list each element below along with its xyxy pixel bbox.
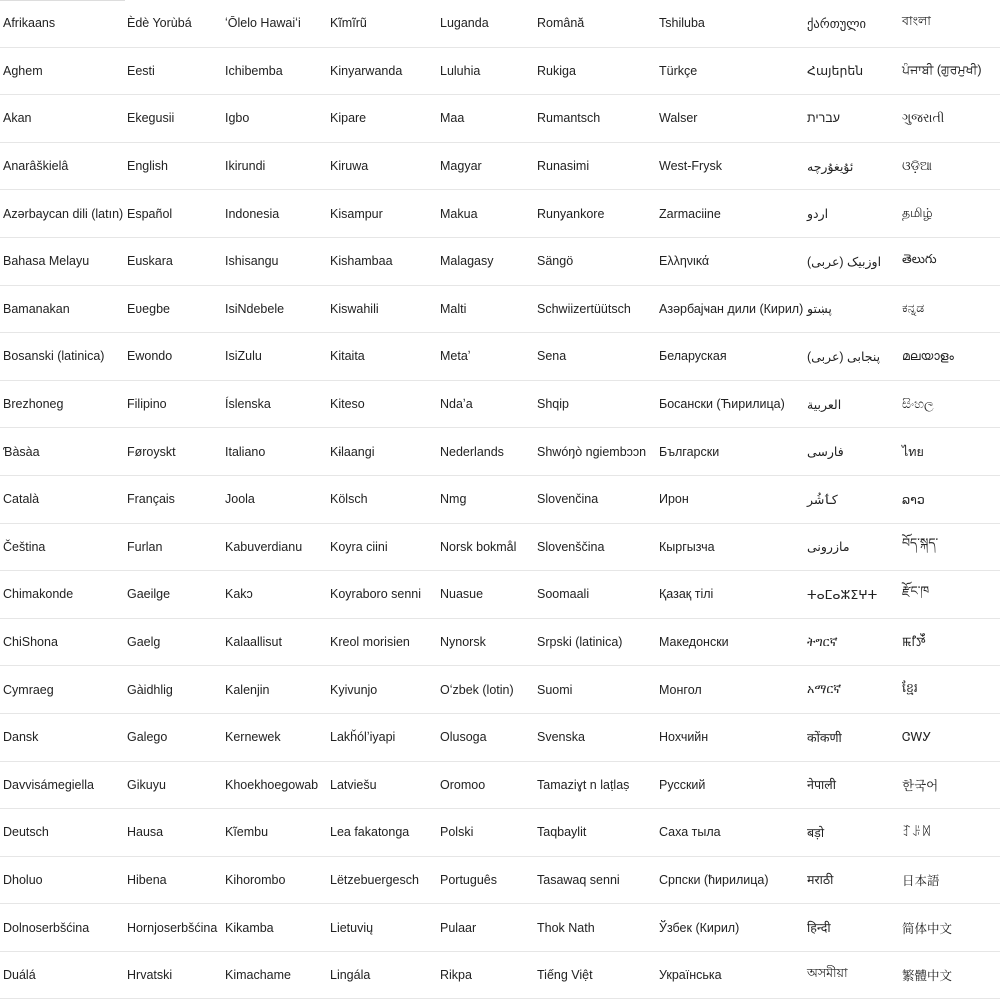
language-item[interactable]: Kakɔ [222,571,327,619]
language-item[interactable]: Kinyarwanda [327,48,437,96]
language-item[interactable]: Kishambaa [327,238,437,286]
language-item[interactable]: Oromoo [437,762,534,810]
language-item[interactable]: Français [124,476,222,524]
language-item[interactable]: Kernewek [222,714,327,762]
language-item[interactable]: Lëtzebuergesch [327,857,437,905]
language-column [327,0,437,1000]
language-item[interactable]: Kiswahili [327,286,437,334]
language-item[interactable]: Ελληνικά [656,238,804,286]
language-item[interactable]: Ўзбек (Кирил) [656,904,804,952]
language-item[interactable]: Furlan [124,524,222,572]
language-item[interactable]: ಕನ್ನಡ [899,286,1000,334]
language-item[interactable]: Hornjoserbšćina [124,904,222,952]
language-item[interactable]: Azərbaycan dili (latın) [0,190,124,238]
language-item[interactable]: Türkçe [656,48,804,96]
language-item[interactable]: Kalenjin [222,666,327,714]
language-item[interactable]: ລາວ [899,476,1000,524]
language-item[interactable]: Soomaali [534,571,656,619]
language-item[interactable]: Ирон [656,476,804,524]
language-item[interactable]: बड़ो [804,809,899,857]
language-item[interactable]: Srpski (latinica) [534,619,656,667]
top-divider [0,0,125,1]
language-item[interactable]: Монгол [656,666,804,714]
language-item[interactable]: ChiShona [0,619,124,667]
language-item[interactable]: कोंकणी [804,714,899,762]
language-item[interactable]: ꯃꯤꯇꯩ [899,619,1000,667]
language-item[interactable]: Igbo [222,95,327,143]
language-item[interactable]: Galego [124,714,222,762]
language-item[interactable]: Ishisangu [222,238,327,286]
language-item[interactable]: ગુજરાતી [899,95,1000,143]
language-item[interactable]: Kĩmĩrũ [327,0,437,48]
language-item[interactable]: Kiruwa [327,143,437,191]
language-item[interactable]: Tshiluba [656,0,804,48]
language-item[interactable]: Íslenska [222,381,327,429]
language-item[interactable]: Bamanakan [0,286,124,334]
language-item[interactable]: བོད་སྐད་ [899,524,1000,572]
language-item[interactable]: Hibena [124,857,222,905]
language-item[interactable]: Български [656,428,804,476]
language-item[interactable]: Runasimi [534,143,656,191]
language-item[interactable]: Nuasue [437,571,534,619]
language-item[interactable]: Èdè Yorùbá [124,0,222,48]
language-item[interactable]: Kimachame [222,952,327,1000]
language-item[interactable]: English [124,143,222,191]
language-item[interactable]: සිංහල [899,381,1000,429]
language-item[interactable]: Kalaallisut [222,619,327,667]
language-column [656,0,804,1000]
language-item[interactable]: کٲشُر [804,476,899,524]
language-item[interactable]: Nmg [437,476,534,524]
language-item[interactable]: Makua [437,190,534,238]
language-item[interactable]: Kabuverdianu [222,524,327,572]
language-item[interactable]: Dansk [0,714,124,762]
language-item[interactable]: Metaʼ [437,333,534,381]
language-item[interactable]: Kiteso [327,381,437,429]
language-item[interactable]: 繁體中文 [899,952,1000,1000]
language-item[interactable]: مازرونی [804,524,899,572]
language-item[interactable]: Саха тыла [656,809,804,857]
language-item[interactable]: ʻŌlelo Hawaiʻi [222,0,327,48]
language-item[interactable]: العربية [804,381,899,429]
language-item[interactable]: Rumantsch [534,95,656,143]
language-item[interactable]: தமிழ் [899,190,1000,238]
language-item[interactable]: नेपाली [804,762,899,810]
language-item[interactable]: རྫོང་ཁ [899,571,1000,619]
language-item[interactable]: Italiano [222,428,327,476]
language-item[interactable]: ไทย [899,428,1000,476]
language-item[interactable]: Aghem [0,48,124,96]
language-item[interactable]: ქართული [804,0,899,48]
language-column [804,0,899,1000]
language-item[interactable]: Afrikaans [0,0,124,48]
language-item[interactable]: Koyra ciini [327,524,437,572]
language-item[interactable]: Lakȟólʼiyapi [327,714,437,762]
language-column [0,0,124,1000]
language-item[interactable]: Walser [656,95,804,143]
language-item[interactable]: Gaelg [124,619,222,667]
language-item[interactable]: Español [124,190,222,238]
language-item[interactable]: Luluhia [437,48,534,96]
language-item[interactable]: Bosanski (latinica) [0,333,124,381]
language-item[interactable]: Pulaar [437,904,534,952]
language-item[interactable]: Cymraeg [0,666,124,714]
language-item[interactable]: Hausa [124,809,222,857]
language-column [124,0,222,1000]
language-item[interactable]: Ekegusii [124,95,222,143]
language-item[interactable]: Ewondo [124,333,222,381]
language-item[interactable]: Ɓàsàa [0,428,124,476]
language-item[interactable]: Kyivunjo [327,666,437,714]
language-item[interactable]: Duálá [0,952,124,1000]
language-item[interactable]: ଓଡ଼ିଆ [899,143,1000,191]
language-item[interactable]: Lietuvių [327,904,437,952]
language-item[interactable]: Latviešu [327,762,437,810]
language-item[interactable]: മലയാളം [899,333,1000,381]
language-item[interactable]: Thok Nath [534,904,656,952]
language-item[interactable]: Khoekhoegowab [222,762,327,810]
language-item[interactable]: Malagasy [437,238,534,286]
language-item[interactable]: ꆈꌠꉙ [899,809,1000,857]
language-item[interactable]: Eesti [124,48,222,96]
language-item[interactable]: Română [534,0,656,48]
language-item[interactable]: Tamaziɣt n laṭlaṣ [534,762,656,810]
language-item[interactable]: Lingála [327,952,437,1000]
language-item[interactable]: Sena [534,333,656,381]
language-item[interactable]: IsiNdebele [222,286,327,334]
language-item[interactable]: Kɨlaangi [327,428,437,476]
language-column [534,0,656,1000]
language-item[interactable]: Slovenščina [534,524,656,572]
language-item[interactable]: پنجابی (عربی) [804,333,899,381]
language-item[interactable]: Sängö [534,238,656,286]
language-item[interactable]: Нохчийн [656,714,804,762]
language-item[interactable]: Eʋegbe [124,286,222,334]
language-item[interactable]: Nederlands [437,428,534,476]
language-item[interactable]: Кыргызча [656,524,804,572]
language-item[interactable]: Filipino [124,381,222,429]
language-item[interactable]: Lea fakatonga [327,809,437,857]
language-item[interactable]: Akan [0,95,124,143]
language-item[interactable]: Deutsch [0,809,124,857]
language-item[interactable]: ᏣᎳᎩ [899,714,1000,762]
language-item[interactable]: עברית [804,95,899,143]
language-item[interactable]: Македонски [656,619,804,667]
language-item[interactable]: Davvisámegiella [0,762,124,810]
language-item[interactable]: Slovenčina [534,476,656,524]
language-item[interactable]: اردو [804,190,899,238]
language-item[interactable]: Oʻzbek (lotin) [437,666,534,714]
language-item[interactable]: Koyraboro senni [327,571,437,619]
language-item[interactable]: Brezhoneg [0,381,124,429]
language-item[interactable]: اوزبیک (عربی) [804,238,899,286]
language-item[interactable]: Kĩembu [222,809,327,857]
language-item[interactable]: IsiZulu [222,333,327,381]
language-item[interactable]: Српски (ћирилица) [656,857,804,905]
language-item[interactable]: ⵜⴰⵎⴰⵣⵉⵖⵜ [804,571,899,619]
language-item[interactable]: Kreol morisien [327,619,437,667]
language-item[interactable]: Magyar [437,143,534,191]
language-item[interactable]: Gaeilge [124,571,222,619]
language-column [899,0,1000,1000]
language-item[interactable]: Dolnoserbšćina [0,904,124,952]
language-item[interactable]: Азәрбајҹан дили (Кирил) [656,286,804,334]
language-item[interactable]: ਪੰਜਾਬੀ (ਗੁਰਮੁਖੀ) [899,48,1000,96]
language-item[interactable]: Kikamba [222,904,327,952]
language-item[interactable]: Chimakonde [0,571,124,619]
language-item[interactable]: Zarmaciine [656,190,804,238]
language-item[interactable]: Indonesia [222,190,327,238]
language-item[interactable]: Hrvatski [124,952,222,1000]
language-item[interactable]: Русский [656,762,804,810]
language-item[interactable]: Luganda [437,0,534,48]
language-item[interactable]: Gikuyu [124,762,222,810]
language-item[interactable]: Босански (Ћирилица) [656,381,804,429]
language-item[interactable]: Català [0,476,124,524]
language-item[interactable]: Norsk bokmål [437,524,534,572]
language-item[interactable]: ខ្មែរ [899,666,1000,714]
language-item[interactable]: Shqip [534,381,656,429]
language-item[interactable]: 한국어 [899,762,1000,810]
language-column [222,0,327,1000]
language-item[interactable]: Føroyskt [124,428,222,476]
language-item[interactable]: Հայերեն [804,48,899,96]
language-item[interactable]: Euskara [124,238,222,286]
language-item[interactable]: Tasawaq senni [534,857,656,905]
language-item[interactable]: Kisampur [327,190,437,238]
language-item[interactable]: ትግርኛ [804,619,899,667]
language-item[interactable]: Runyankore [534,190,656,238]
language-item[interactable]: Joola [222,476,327,524]
language-item[interactable]: Ndaʼa [437,381,534,429]
language-item[interactable]: অসমীয়া [804,952,899,1000]
language-item[interactable]: Беларуская [656,333,804,381]
language-item[interactable]: 日本語 [899,857,1000,905]
language-item[interactable]: Nynorsk [437,619,534,667]
language-item[interactable]: Polski [437,809,534,857]
language-item[interactable]: Kihorombo [222,857,327,905]
language-item[interactable]: मराठी [804,857,899,905]
language-item[interactable]: Ikirundi [222,143,327,191]
language-item[interactable]: Kipare [327,95,437,143]
language-item[interactable]: বাংলা [899,0,1000,48]
language-item[interactable]: ئۇيغۇرچە [804,143,899,191]
language-item[interactable]: Suomi [534,666,656,714]
language-item[interactable]: Қазақ тілі [656,571,804,619]
language-column [437,0,534,1000]
language-item[interactable]: Svenska [534,714,656,762]
language-item[interactable]: Malti [437,286,534,334]
language-item[interactable]: Dholuo [0,857,124,905]
language-item[interactable]: Čeština [0,524,124,572]
language-item[interactable]: Anarâškielâ [0,143,124,191]
language-item[interactable]: Українська [656,952,804,1000]
language-item[interactable]: West-Frysk [656,143,804,191]
language-item[interactable]: Português [437,857,534,905]
language-item[interactable]: አማርኛ [804,666,899,714]
language-item[interactable]: Gàidhlig [124,666,222,714]
language-item[interactable]: Maa [437,95,534,143]
language-item[interactable]: Bahasa Melayu [0,238,124,286]
language-item[interactable]: پښتو [804,286,899,334]
language-item[interactable]: हिन्दी [804,904,899,952]
language-item[interactable]: Olusoga [437,714,534,762]
language-item[interactable]: Schwiizertüütsch [534,286,656,334]
language-item[interactable]: Taqbaylit [534,809,656,857]
language-item[interactable]: Shwóŋò ngiembɔɔn [534,428,656,476]
language-item[interactable]: Rikpa [437,952,534,1000]
language-item[interactable]: Kölsch [327,476,437,524]
language-item[interactable]: Ichibemba [222,48,327,96]
language-item[interactable]: తెలుగు [899,238,1000,286]
language-item[interactable]: 简体中文 [899,904,1000,952]
language-item[interactable]: Tiếng Việt [534,952,656,1000]
language-item[interactable]: Kitaita [327,333,437,381]
language-item[interactable]: فارسی [804,428,899,476]
language-item[interactable]: Rukiga [534,48,656,96]
